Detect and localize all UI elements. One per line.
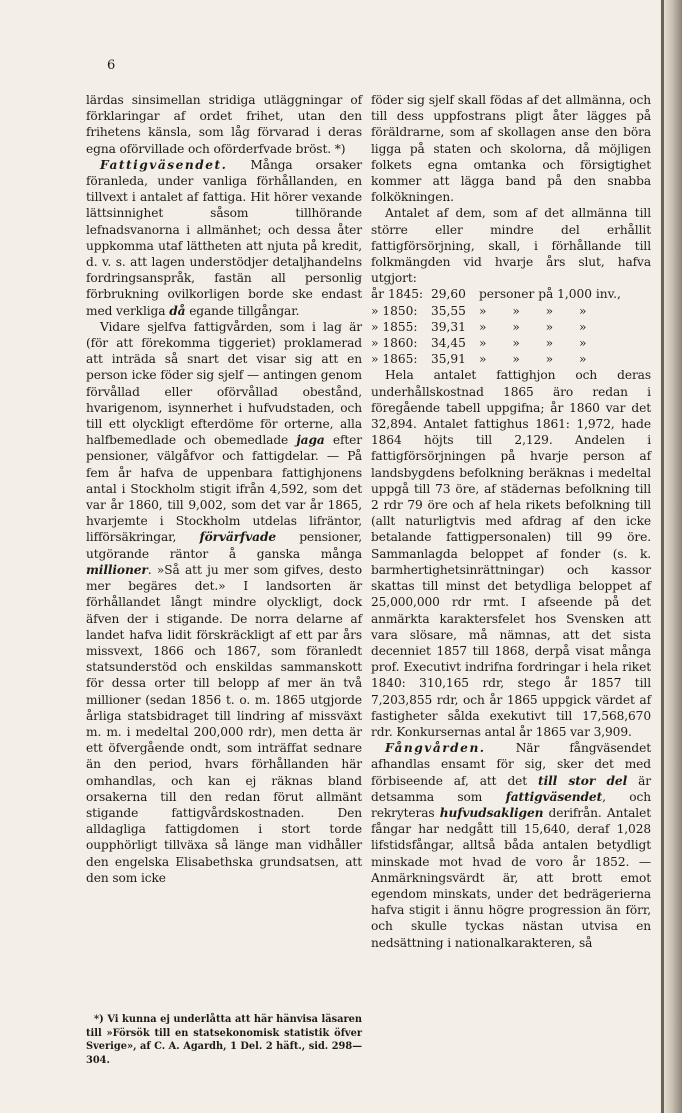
stats-unit: personer på 1,000 inv.,	[479, 287, 621, 302]
stats-value: 35,91	[431, 352, 466, 367]
right-column	[371, 92, 651, 951]
section-heading-fangvarden: Fångvården.	[385, 741, 486, 756]
stats-unit: » » » »	[479, 336, 587, 351]
stats-unit: » » » »	[479, 352, 587, 367]
stats-value: 35,55	[431, 303, 466, 318]
left-paragraph-1: lärdas sinsimellan stridiga utläggningar of förklaringar af ordet frihet, utan den frihetens känsla, som låg förvarad i deras egna oförvillade och oförderfvade bröst. *)	[86, 93, 362, 156]
stats-value: 39,31	[431, 319, 466, 334]
stats-row	[371, 286, 649, 302]
stats-unit: » » » »	[479, 319, 587, 334]
stats-value: 29,60	[431, 287, 466, 302]
stats-row	[371, 335, 649, 351]
stats-row	[371, 303, 649, 319]
stats-year: » 1865:	[371, 352, 418, 367]
stats-unit: » » » »	[479, 303, 587, 318]
left-paragraph-3: Vidare sjelfva fattigvården, som i lag är (för att förekomma tiggeriet) proklamerad att inträda så snart det visar sig att en person icke föder sig sjelf — antingen genom förvållad eller oförvållad obestånd, hvarigenom, isynnerhet i hufvudstaden, och till ett olyckligt efterdöme för orterne, alla halfbemedlade och obemedlade jaga efter pensioner, välgåfvor och fattigdelar. — På fem år hafva de uppenbara fattighjonens antal i Stockholm stigit ifrån 4,592, som det var år 1860, till 9,002, som det var år 1865, hvarjemte i Stockholm utdelas lifräntor, lifförsäkringar, förvärfvade pensioner, utgörande räntor å ganska många millioner. »Så att ju mer som gifves, desto mer begäres det.» I landsorten är förhållandet långt mindre olyckligt, dock äfven der i stigande. De norra delarne af landet hafva lidit förskräckligt af ett par års missvext, 1866 och 1867, som föranledt statsunderstöd och enskildas sammanskott för dessa orter till belopp af mer än två millioner (sedan 1856 t. o. m. 1865 utgjorde årliga statsbidraget till lindring af missväxt m. m. i medeltal 200,000 rdr), men detta är ett öfvergående ondt, som inträffat sednare än den period, hvars förhållanden här omhandlas, och kan ej räknas bland orsakerna till den redan förut allmänt stigande fattigvårdskostnaden. Den alldagliga fattigdomen i stort torde oupphörligt tillväxa så länge man vidhåller den engelska Elisabethska grundsatsen, att den som icke	[86, 319, 363, 885]
section-heading-fattigvasendet: Fattigväsendet.	[100, 157, 228, 172]
page-edge-line	[661, 0, 664, 1113]
left-column	[86, 92, 362, 886]
stats-row	[371, 351, 649, 367]
stats-year: år 1845:	[371, 287, 424, 302]
stats-year: » 1860:	[371, 336, 418, 351]
right-paragraph-2: Antalet af dem, som af det allmänna till större eller mindre del erhållit fattigförsörjning, skall, i förhållande till folkmängden vid hvarje års slut, hafva utgjort:	[371, 206, 651, 286]
right-paragraph-4: Fångvården. När fångväsendet afhandlas ensamt för sig, sker det med förbiseende af, att det till stor del är detsamma som fattigväsendet, och rekryteras hufvudsakligen derifrån. Antalet fångar har nedgått till 15,640, deraf 1,028 lifstidsfångar, alltså båda antalen betydligt minskade mot hvad de voro år 1852. — Anmärkningsvärdt är, att brott emot egendom minskats, under det bedrägerierna hafva stigit i ännu högre progression än förr, och skulle tyckas nästan utvisa en nedsättning i nationalkarakteren, så	[371, 741, 652, 950]
right-paragraph-3: Hela antalet fattighjon och deras underhållskostnad 1865 äro redan i föregående tabell uppgifna; år 1860 var det 32,894. Antalet fattighus 1861: 1,972, hade 1864 höjts till 2,129. Andelen i fattigförsörjningen på hvarje person af landsbygdens befolkning beräknas i medeltal uppgå till 73 öre, af städernas befolkning till 2 rdr 79 öre och af hela rikets befolkning till (allt naturligtvis med afdrag af den icke betalande fattigpersonalen) till 99 öre. Sammanlagda beloppet af fonder (s. k. barmhertighetsinrättningar) och kassor skattas till minst det betydliga beloppet af 25,000,000 rdr rmt. I afseende på det anmärkta karaktersfelet hos Svensken att vara slösare, må nämnas, att det sista decenniet 1857 till 1868, derpå visat många prof. Executivt indrifna fordringar i hela riket 1840: 310,165 rdr, stego år 1857 till 7,203,855 rdr, och år 1865 uppgick värdet af fastigheter sålda exekutivt till 17,568,670 rdr. Konkursernas antal år 1865 var 3,909.	[371, 368, 651, 739]
stats-row	[371, 319, 649, 335]
right-paragraph-1: föder sig sjelf skall födas af det allmänna, och till dess uppfostrans pligt åter lägges på föräldrarne, som af skollagen anse den böra ligga på staten och skolorna, då möjligen folkets egna omtanka och försigtighet kommer att lägga band på den snabba folkökningen.	[371, 93, 651, 205]
poor-relief-stats-table	[371, 286, 649, 367]
page-number: 6	[107, 58, 116, 73]
stats-year: » 1855:	[371, 319, 418, 334]
footnote-text: *) Vi kunna ej underlåtta att här hänvisa läsaren till »Försök till en statsekonomisk statistik öfver Sverige», af C. A. Agardh, 1 Del. 2 häft., sid. 298—304.	[86, 1014, 362, 1066]
left-paragraph-2: Fattigväsendet. Många orsaker föranleda, under vanliga förhållanden, en tillvext i antalet af fattiga. Hit hörer vexande lättsinnighet såsom tillhörande lefnadsvanorna i allmänhet; och dessa åter uppkomma utaf lättheten att njuta på kredit, d. v. s. att lagen understödjer detaljhandelns fordringsanspråk, fastän all personlig förbrukning ovilkorligen borde ske endast med verkliga då egande tillgångar.	[86, 157, 362, 318]
footnote	[86, 1013, 362, 1067]
stats-year: » 1850:	[371, 303, 418, 318]
stats-value: 34,45	[431, 336, 466, 351]
